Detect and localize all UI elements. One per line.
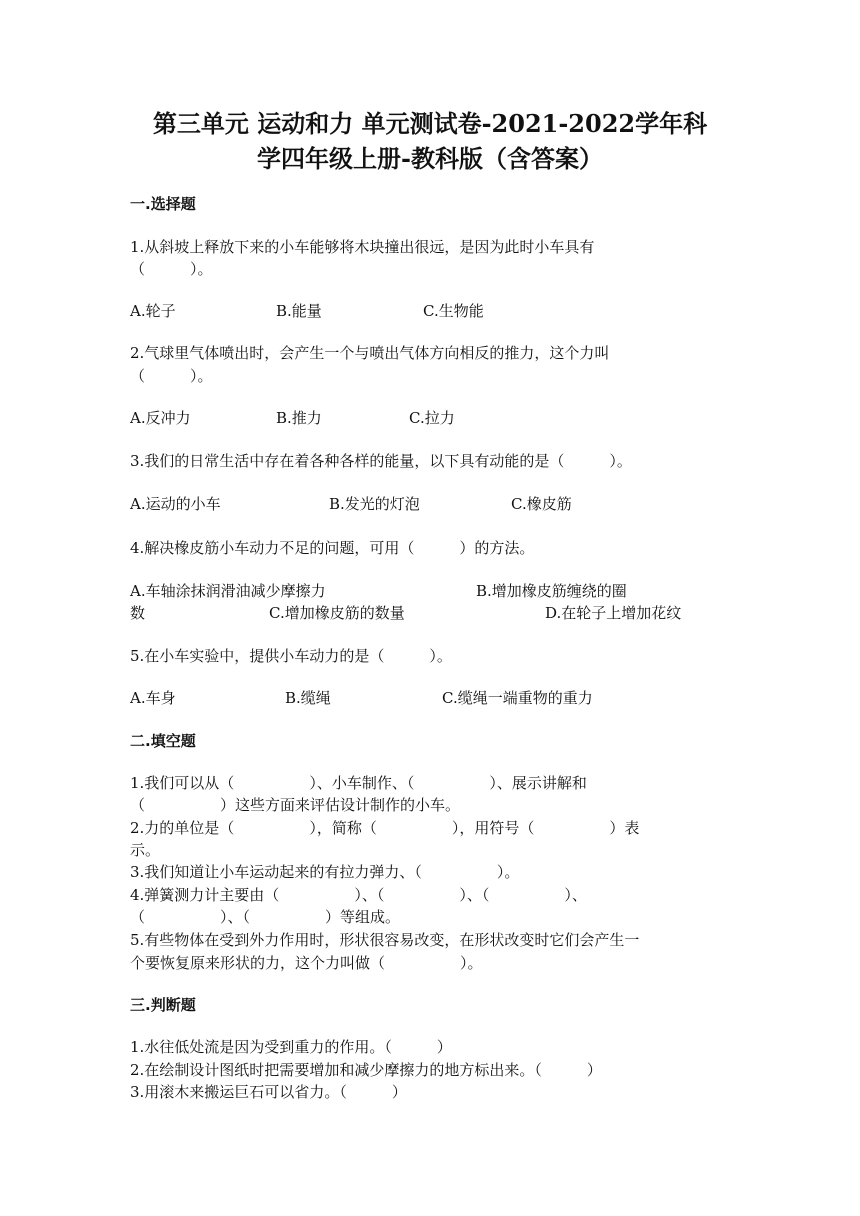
section-heading-choice: 一.选择题 (130, 195, 196, 213)
option-b-continued: 数 (130, 604, 146, 622)
exam-title-line-1: 第三单元 运动和力 单元测试卷-2021-2022学年科 (152, 109, 708, 138)
question-text: （ ）。 (130, 260, 213, 278)
option-b: B.发光的灯泡 (329, 495, 420, 513)
question-text: 1.从斜坡上释放下来的小车能够将木块撞出很远，是因为此时小车具有 (130, 238, 595, 256)
option-b: B.能量 (276, 302, 322, 320)
option-c: C.增加橡皮筋的数量 (269, 604, 405, 622)
exam-title-line-2: 学四年级上册-教科版（含答案） (257, 144, 603, 173)
option-a: A.轮子 (130, 302, 176, 320)
option-d: D.在轮子上增加花纹 (545, 604, 682, 622)
question-text: 1.我们可以从（ ）、小车制作、（ ）、展示讲解和 (130, 774, 587, 792)
question-text: 1.水往低处流是因为受到重力的作用。（ ） (130, 1038, 452, 1056)
question-text: （ ）、（ ）等组成。 (130, 908, 401, 926)
question-text: 4.弹簧测力计主要由（ ）、（ ）、（ ）、 (130, 886, 587, 904)
question-text: （ ）这些方面来评估设计制作的小车。 (130, 796, 461, 814)
option-a: A.运动的小车 (130, 495, 221, 513)
option-b: B.增加橡皮筋缠绕的圈 (476, 582, 627, 600)
question-text: 3.我们的日常生活中存在着各种各样的能量，以下具有动能的是（ ）。 (130, 452, 632, 470)
option-b: B.推力 (276, 409, 322, 427)
question-text: 3.我们知道让小车运动起来的有拉力弹力、（ ）。 (130, 863, 520, 881)
option-a: A.反冲力 (130, 409, 191, 427)
option-c: C.缆绳一端重物的重力 (442, 689, 593, 707)
question-text: 2.在绘制设计图纸时把需要增加和减少摩擦力的地方标出来。（ ） (130, 1061, 602, 1079)
question-text: 5.有些物体在受到外力作用时，形状很容易改变，在形状改变时它们会产生一 (130, 931, 640, 949)
option-c: C.生物能 (423, 302, 484, 320)
section-heading-judge: 三.判断题 (130, 996, 196, 1014)
section-heading-fill: 二.填空题 (130, 732, 196, 750)
question-text: 5.在小车实验中，提供小车动力的是（ ）。 (130, 647, 452, 665)
question-text: 3.用滚木来搬运巨石可以省力。（ ） (130, 1083, 407, 1101)
question-text: 2.力的单位是（ ），简称（ ），用符号（ ）表 (130, 819, 640, 837)
question-text: 4.解决橡皮筋小车动力不足的问题，可用（ ）的方法。 (130, 539, 535, 557)
option-b: B.缆绳 (285, 689, 331, 707)
option-a: A.车轴涂抹润滑油减少摩擦力 (130, 582, 326, 600)
question-text: 个要恢复原来形状的力，这个力叫做（ ）。 (130, 954, 483, 972)
option-c: C.橡皮筋 (511, 495, 572, 513)
question-text: （ ）。 (130, 367, 213, 385)
option-c: C.拉力 (409, 409, 455, 427)
question-text: 2.气球里气体喷出时，会产生一个与喷出气体方向相反的推力，这个力叫 (130, 344, 610, 362)
option-a: A.车身 (130, 689, 176, 707)
question-text: 示。 (130, 841, 161, 859)
